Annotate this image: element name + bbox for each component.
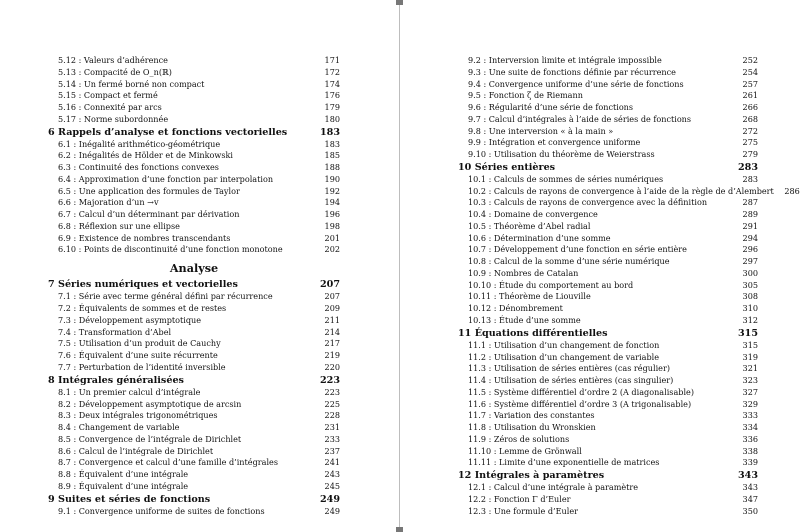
- chapter-title: 6 Rappels d’analyse et fonctions vectorielles: [48, 126, 288, 138]
- page-number: 223: [324, 386, 340, 397]
- section-entry[interactable]: [48, 457, 340, 469]
- page-number: 211: [324, 314, 340, 325]
- chapter-title: 12 Intégrales à paramètres: [458, 470, 605, 482]
- chapter-title: 7 Séries numériques et vectorielles: [48, 279, 238, 291]
- page-number: 294: [742, 232, 758, 243]
- chapter-entry[interactable]: [48, 374, 340, 387]
- section-entry[interactable]: [48, 114, 340, 126]
- section-title: 12.1 : Calcul d’une intégrale à paramètre: [468, 482, 639, 493]
- page-number: 291: [742, 220, 758, 231]
- crop-mark-bottom: [396, 527, 403, 532]
- section-entry[interactable]: [458, 67, 758, 79]
- page-number: 198: [324, 220, 340, 231]
- section-entry[interactable]: [458, 315, 758, 327]
- page-number: 336: [742, 433, 758, 444]
- section-title: 10.8 : Calcul de la somme d’une série numérique: [468, 256, 670, 267]
- chapter-entry[interactable]: [48, 126, 340, 139]
- section-title: 8.7 : Convergence et calcul d’une famille d’intégrales: [58, 457, 278, 468]
- section-entry[interactable]: [458, 291, 758, 303]
- section-title: 10.10 : Étude du comportement au bord: [468, 279, 634, 290]
- section-entry[interactable]: [48, 174, 340, 186]
- page-number: 286: [784, 185, 800, 196]
- page-number: 283: [737, 161, 758, 173]
- section-entry[interactable]: [458, 137, 758, 149]
- section-title: 11.1 : Utilisation d’un changement de fonction: [468, 339, 660, 350]
- section-entry[interactable]: [458, 387, 758, 399]
- page-number: 209: [324, 303, 340, 314]
- section-entry[interactable]: [458, 422, 758, 434]
- page-number: 219: [324, 350, 340, 361]
- page-number: 201: [324, 232, 340, 243]
- page-number: 312: [742, 314, 758, 325]
- chapter-entry[interactable]: [458, 327, 758, 340]
- section-entry[interactable]: [458, 446, 758, 458]
- section-title: 9.6 : Régularité d’une série de fonctions: [468, 102, 634, 112]
- section-title: 10.2 : Calculs de rayons de convergence à l’aide de la règle de d’Alembert: [468, 185, 774, 196]
- section-entry[interactable]: [458, 363, 758, 375]
- section-entry[interactable]: [48, 422, 340, 434]
- section-entry[interactable]: [48, 399, 340, 411]
- section-title: 8.1 : Un premier calcul d’intégrale: [58, 386, 201, 397]
- section-title: 6.10 : Points de discontinuité d’une fonction monotone: [58, 244, 283, 255]
- section-entry[interactable]: [458, 434, 758, 446]
- page-number: 329: [742, 398, 758, 409]
- section-title: 6.7 : Calcul d’un déterminant par dérivation: [58, 209, 240, 220]
- page-number: 315: [737, 327, 758, 339]
- section-entry[interactable]: [48, 233, 340, 245]
- section-entry[interactable]: [458, 303, 758, 315]
- section-entry[interactable]: [458, 494, 758, 506]
- page-number: 289: [742, 209, 758, 220]
- page-number: 350: [742, 505, 758, 516]
- section-entry[interactable]: [458, 352, 758, 364]
- section-entry[interactable]: [458, 233, 758, 245]
- section-entry[interactable]: [48, 481, 340, 493]
- section-entry[interactable]: [458, 340, 758, 352]
- section-entry[interactable]: [48, 244, 340, 256]
- section-entry[interactable]: [48, 186, 340, 198]
- page-number: 176: [324, 90, 340, 101]
- page-number: 241: [324, 457, 340, 468]
- section-entry[interactable]: [48, 387, 340, 399]
- page-number: 237: [324, 445, 340, 456]
- page-number: 321: [742, 363, 758, 374]
- page-number: 268: [742, 113, 758, 124]
- section-title: 6.2 : Inégalités de Hölder et de Minkowski: [58, 150, 233, 161]
- chapter-entry[interactable]: [458, 469, 758, 482]
- section-title: 10.1 : Calculs de sommes de séries numériques: [468, 173, 664, 184]
- section-title: 10.13 : Étude d’une somme: [468, 314, 581, 325]
- section-title: 8.5 : Convergence de l’intégrale de Dirichlet: [58, 433, 242, 444]
- page-number: 245: [324, 480, 340, 491]
- section-title: 9.4 : Convergence uniforme d’une série de fonctions: [468, 78, 684, 89]
- toc-left-page: [48, 55, 340, 518]
- section-title: 6.6 : Majoration d’un →v: [58, 197, 159, 208]
- section-title: 9.5 : Fonction ζ de Riemann: [468, 90, 583, 101]
- section-title: 10.6 : Détermination d’une somme: [468, 232, 611, 243]
- section-entry[interactable]: [48, 315, 340, 327]
- section-entry[interactable]: [48, 338, 340, 350]
- page-number: 319: [742, 351, 758, 362]
- page-number: 194: [324, 197, 340, 208]
- chapter-title: 11 Équations différentielles: [458, 327, 608, 339]
- section-entry[interactable]: [48, 327, 340, 339]
- page-number: 180: [324, 113, 340, 124]
- page-number: 333: [742, 410, 758, 421]
- page-gutter: [399, 0, 400, 532]
- page-number: 339: [742, 457, 758, 468]
- section-entry[interactable]: [458, 482, 758, 494]
- page-number: 207: [324, 291, 340, 302]
- page-number: 220: [324, 361, 340, 372]
- section-entry[interactable]: [48, 197, 340, 209]
- page-number: 183: [324, 138, 340, 149]
- section-title: 5.13 : Compacité de O_n(ℝ): [58, 66, 172, 77]
- section-title: 6.9 : Existence de nombres transcendants: [58, 232, 231, 243]
- page-number: 183: [319, 126, 340, 138]
- section-title: 7.4 : Transformation d’Abel: [58, 326, 172, 337]
- crop-mark-top: [396, 0, 403, 5]
- section-title: 5.16 : Connexité par arcs: [58, 102, 162, 112]
- section-entry[interactable]: [458, 457, 758, 469]
- section-title: 10.3 : Calculs de rayons de convergence avec la définition: [468, 197, 708, 208]
- section-title: 7.1 : Série avec terme général défini par récurrence: [58, 291, 273, 302]
- page-number: 171: [324, 55, 340, 65]
- section-title: 8.2 : Développement asymptotique de arcsin: [58, 398, 242, 409]
- section-title: 7.3 : Développement asymptotique: [58, 314, 202, 325]
- section-entry[interactable]: [458, 280, 758, 292]
- section-title: 5.17 : Norme subordonnée: [58, 113, 169, 124]
- section-entry[interactable]: [48, 350, 340, 362]
- section-entry[interactable]: [458, 244, 758, 256]
- section-entry[interactable]: [458, 410, 758, 422]
- section-entry[interactable]: [48, 209, 340, 221]
- section-entry[interactable]: [48, 434, 340, 446]
- section-title: 5.15 : Compact et fermé: [58, 90, 158, 101]
- section-entry[interactable]: [48, 506, 340, 518]
- page-number: 217: [324, 338, 340, 349]
- page-number: 188: [324, 162, 340, 173]
- page-number: 185: [324, 150, 340, 161]
- section-title: 7.2 : Équivalents de sommes et de restes: [58, 303, 227, 314]
- page-number: 279: [742, 149, 758, 159]
- section-title: 11.5 : Système différentiel d’ordre 2 (A diagonalisable): [468, 386, 694, 397]
- section-title: 11.10 : Lemme de Grönwall: [468, 445, 582, 456]
- section-entry[interactable]: [48, 303, 340, 315]
- page-number: 343: [742, 482, 758, 493]
- section-entry[interactable]: [458, 268, 758, 280]
- section-entry[interactable]: [48, 150, 340, 162]
- page-number: 172: [324, 66, 340, 77]
- chapter-entry[interactable]: [458, 161, 758, 174]
- section-title: 11.3 : Utilisation de séries entières (cas régulier): [468, 363, 670, 374]
- page-number: 202: [324, 244, 340, 255]
- section-title: 9.7 : Calcul d’intégrales à l’aide de séries de fonctions: [468, 113, 692, 124]
- page-number: 315: [742, 339, 758, 350]
- toc-right-page: [458, 55, 800, 518]
- page-number: 192: [324, 185, 340, 196]
- page-number: 254: [742, 66, 758, 77]
- section-title: 9.1 : Convergence uniforme de suites de fonctions: [58, 505, 265, 516]
- section-entry[interactable]: [48, 291, 340, 303]
- section-title: 11.4 : Utilisation de séries entières (cas singulier): [468, 375, 674, 386]
- page-number: 207: [319, 279, 340, 291]
- page-number: 223: [319, 374, 340, 386]
- section-entry[interactable]: [458, 174, 758, 186]
- section-entry[interactable]: [458, 197, 758, 209]
- section-title: 5.14 : Un fermé borné non compact: [58, 78, 205, 89]
- section-title: 11.11 : Limite d’une exponentielle de matrices: [468, 457, 660, 468]
- section-entry[interactable]: [48, 55, 340, 67]
- chapter-title: 9 Suites et séries de fonctions: [48, 493, 211, 505]
- page-number: 323: [742, 375, 758, 386]
- section-title: 6.1 : Inégalité arithmético-géométrique: [58, 138, 221, 149]
- section-title: 8.9 : Équivalent d’une intégrale: [58, 480, 189, 491]
- section-title: 8.4 : Changement de variable: [58, 422, 180, 433]
- page-number: 275: [742, 137, 758, 148]
- section-entry[interactable]: [458, 126, 758, 138]
- chapter-entry[interactable]: [48, 493, 340, 506]
- section-entry[interactable]: [458, 102, 758, 114]
- section-title: 6.3 : Continuité des fonctions convexes: [58, 162, 219, 173]
- section-title: 10.4 : Domaine de convergence: [468, 209, 598, 220]
- section-title: 7.7 : Perturbation de l’identité inversible: [58, 361, 226, 372]
- section-title: 11.8 : Utilisation du Wronskien: [468, 422, 596, 433]
- section-entry[interactable]: [458, 114, 758, 126]
- section-title: 10.5 : Théorème d’Abel radial: [468, 220, 591, 231]
- page-number: 338: [742, 445, 758, 456]
- page-number: 249: [324, 505, 340, 516]
- section-title: 6.4 : Approximation d’une fonction par interpolation: [58, 173, 274, 184]
- section-title: 9.10 : Utilisation du théorème de Weierstrass: [468, 149, 655, 159]
- section-title: 9.9 : Intégration et convergence uniforme: [468, 137, 641, 148]
- page-number: 249: [319, 493, 340, 505]
- page-number: 272: [742, 125, 758, 136]
- page-number: 179: [324, 102, 340, 112]
- page-number: 343: [737, 470, 758, 482]
- page-number: 214: [324, 326, 340, 337]
- section-entry[interactable]: [458, 79, 758, 91]
- page-number: 310: [742, 303, 758, 314]
- section-entry[interactable]: [48, 410, 340, 422]
- section-title: 7.6 : Équivalent d’une suite récurrente: [58, 350, 218, 361]
- chapter-title: 8 Intégrales généralisées: [48, 374, 184, 386]
- page-number: 347: [742, 494, 758, 505]
- section-entry[interactable]: [48, 446, 340, 458]
- page-number: 243: [324, 469, 340, 480]
- section-title: 8.6 : Calcul de l’intégrale de Dirichlet: [58, 445, 214, 456]
- section-entry[interactable]: [458, 185, 800, 198]
- section-entry[interactable]: [48, 362, 340, 374]
- section-title: 8.3 : Deux intégrales trigonométriques: [58, 410, 218, 421]
- section-title: 10.12 : Dénombrement: [468, 303, 563, 314]
- section-title: 9.8 : Une interversion « à la main »: [468, 125, 614, 136]
- hint: [0, 0, 1, 1]
- page-number: 296: [742, 244, 758, 255]
- section-entry[interactable]: [48, 469, 340, 481]
- section-title: 11.9 : Zéros de solutions: [468, 433, 570, 444]
- section-title: 11.7 : Variation des constantes: [468, 410, 595, 421]
- section-entry[interactable]: [48, 79, 340, 91]
- section-title: 6.8 : Réflexion sur une ellipse: [58, 220, 180, 231]
- page-number: 233: [324, 433, 340, 444]
- page-number: 305: [742, 279, 758, 290]
- section-entry[interactable]: [48, 221, 340, 233]
- section-title: 11.6 : Système différentiel d’ordre 3 (A trigonalisable): [468, 398, 692, 409]
- section-entry[interactable]: [458, 90, 758, 102]
- page-number: 261: [742, 90, 758, 101]
- page-number: 252: [742, 55, 758, 65]
- page-number: 327: [742, 386, 758, 397]
- section-entry[interactable]: [48, 162, 340, 174]
- section-title: 7.5 : Utilisation d’un produit de Cauchy: [58, 338, 221, 349]
- section-title: 9.2 : Interversion limite et intégrale impossible: [468, 55, 662, 65]
- section-title: 10.7 : Développement d’une fonction en série entière: [468, 244, 687, 255]
- section-entry[interactable]: [48, 67, 340, 79]
- page-number: 300: [742, 267, 758, 278]
- page-number: 287: [742, 197, 758, 208]
- page-number: 266: [742, 102, 758, 112]
- section-entry[interactable]: [458, 256, 758, 268]
- section-entry[interactable]: [48, 102, 340, 114]
- page-number: 283: [742, 173, 758, 184]
- page-number: 257: [742, 78, 758, 89]
- section-title: 9.3 : Une suite de fonctions définie par récurrence: [468, 66, 676, 77]
- section-entry[interactable]: [458, 221, 758, 233]
- chapter-title: 10 Séries entières: [458, 161, 556, 173]
- section-title: 12.2 : Fonction Γ d’Euler: [468, 494, 571, 505]
- page-number: 174: [324, 78, 340, 89]
- section-entry[interactable]: [458, 399, 758, 411]
- chapter-entry[interactable]: [48, 278, 340, 291]
- section-title: 11.2 : Utilisation d’un changement de variable: [468, 351, 660, 362]
- page-number: 308: [742, 291, 758, 302]
- page-number: 196: [324, 209, 340, 220]
- page-number: 231: [324, 422, 340, 433]
- section-title: 12.3 : Une formule d’Euler: [468, 505, 578, 516]
- page-number: 225: [324, 398, 340, 409]
- section-entry[interactable]: [458, 506, 758, 518]
- section-title: 10.11 : Théorème de Liouville: [468, 291, 591, 302]
- section-entry[interactable]: [458, 209, 758, 221]
- section-entry[interactable]: [458, 149, 758, 161]
- section-entry[interactable]: [458, 55, 758, 67]
- section-entry[interactable]: [48, 90, 340, 102]
- page-number: 334: [742, 422, 758, 433]
- section-title: 10.9 : Nombres de Catalan: [468, 267, 579, 278]
- section-title: 5.12 : Valeurs d’adhérence: [58, 55, 168, 65]
- part-heading: Analyse: [169, 261, 219, 276]
- page-number: 228: [324, 410, 340, 421]
- page-number: 297: [742, 256, 758, 267]
- page-number: 190: [324, 173, 340, 184]
- section-title: 8.8 : Équivalent d’une intégrale: [58, 469, 189, 480]
- section-title: 6.5 : Une application des formules de Taylor: [58, 185, 240, 196]
- section-entry[interactable]: [48, 139, 340, 151]
- section-entry[interactable]: [458, 375, 758, 387]
